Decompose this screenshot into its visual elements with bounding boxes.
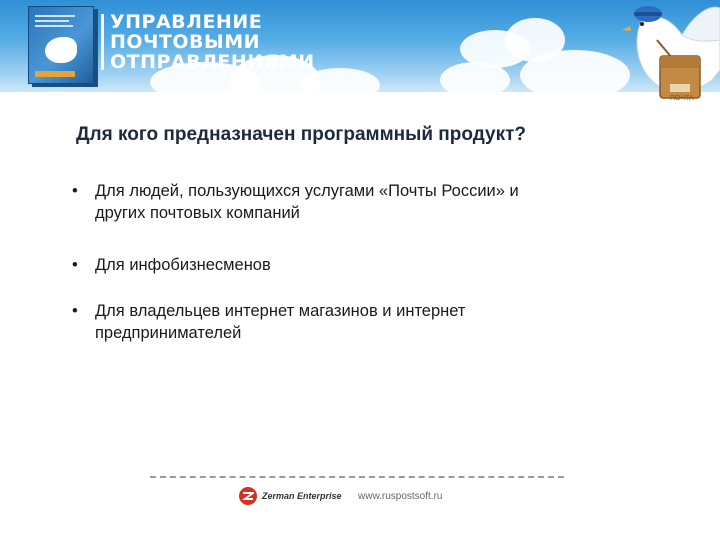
banner-title-line: ПОЧТОВЫМИ (110, 31, 260, 53)
pigeon-badge-text: ПОЧТА (670, 95, 694, 102)
list-item (68, 300, 658, 344)
bullet-text-line: Для владельцев интернет магазинов и интернет (95, 302, 466, 320)
bullet-text-line: других почтовых компаний (95, 204, 300, 222)
cloud-shape (440, 62, 510, 92)
list-item (68, 180, 658, 224)
product-box-image (28, 6, 94, 84)
bullet-marker: • (72, 256, 78, 274)
footer-divider (150, 476, 564, 478)
bullet-text-line: Для людей, пользующихся услугами «Почты России» и (95, 182, 519, 200)
bullet-marker: • (72, 182, 78, 200)
bullet-text-line: Для инфобизнесменов (95, 256, 271, 274)
banner-title (110, 12, 315, 72)
bullet-list (68, 180, 658, 344)
banner-divider (101, 14, 104, 70)
list-item (68, 254, 658, 276)
pigeon-mascot-icon (612, 0, 720, 110)
footer-logo (239, 487, 342, 505)
bullet-text-line: предпринимателей (95, 324, 242, 342)
slide-title: Для кого предназначен программный продукт? (76, 124, 526, 145)
banner-title-line: ОТПРАВЛЕНИЯМИ (110, 51, 315, 73)
zerman-logo-icon (239, 487, 257, 505)
bullet-marker: • (72, 302, 78, 320)
footer-url[interactable]: www.ruspostsoft.ru (358, 491, 443, 502)
banner-title-line: УПРАВЛЕНИЕ (110, 11, 263, 33)
footer-brand: Zerman Enterprise (262, 491, 342, 501)
